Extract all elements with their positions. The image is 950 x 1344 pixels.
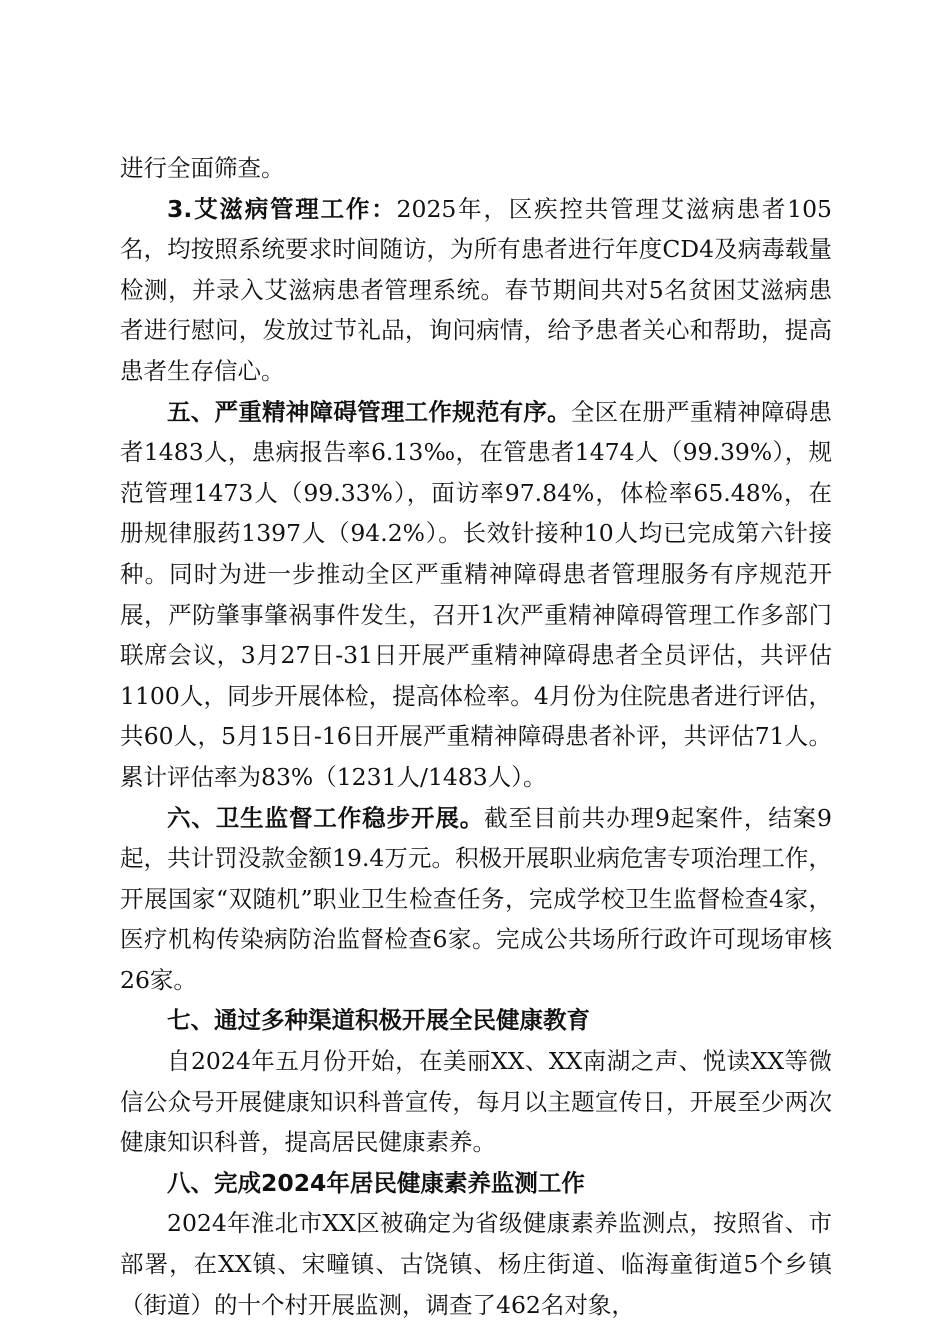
section-heading: 七、通过多种渠道积极开展全民健康教育: [167, 1006, 590, 1035]
paragraph-text: 2024年淮北市XX区被确定为省级健康素养监测点，按照省、市部署，在XX镇、宋疃镇、古饶镇、杨庄街道、临海童街道5个乡镇（街道）的十个村开展监测，调查了462名对象，: [120, 1209, 832, 1319]
document-body: [120, 148, 832, 1325]
paragraph-continuation: [120, 148, 832, 189]
paragraph-lead: 五、严重精神障碍管理工作规范有序。: [167, 397, 571, 426]
paragraph-lead: 3.艾滋病管理工作：: [167, 194, 397, 223]
paragraph-text: 全区在册严重精神障碍患者1483人，患病报告率6.13‰，在管患者1474人（99.39%），规范管理1473人（99.33%），面访率97.84%，体检率65.48%，在册规律服药1397人（94.2%）。长效针接种10人均已完成第六针接种。同时为进一步推动全区严重精神障碍患者管理服务有序规范开展，严防肇事肇祸事件发生，召开1次严重精神障碍管理工作多部门联席会议，3月27日-31日开展严重精神障碍患者全员评估，共评估1100人，同步开展体检，提高体检率。4月份为住院患者进行评估，共60人，5月15日-16日开展严重精神障碍患者补评，共评估71人。累计评估率为83%（1231人/1483人）。: [120, 397, 833, 791]
section-heading-literacy-monitoring: [120, 1163, 832, 1204]
paragraph-text: 进行全面筛查。: [120, 154, 285, 182]
paragraph-text: 自2024年五月份开始，在美丽XX、XX南湖之声、悦读XX等微信公众号开展健康知识科普宣传，每月以主题宣传日，开展至少两次健康知识科普，提高居民健康素养。: [120, 1047, 832, 1157]
section-heading-health-education: [120, 1000, 832, 1041]
section-heading: 八、完成2024年居民健康素养监测工作: [167, 1168, 585, 1197]
paragraph-health-supervision: [120, 798, 832, 1001]
paragraph-literacy-monitoring: [120, 1203, 832, 1325]
paragraph-aids-management: [120, 189, 832, 392]
paragraph-health-education: [120, 1041, 832, 1163]
paragraph-mental-disorder: [120, 392, 832, 798]
paragraph-text: 2025年，区疾控共管理艾滋病患者105名，均按照系统要求时间随访，为所有患者进行年度CD4及病毒载量检测，并录入艾滋病患者管理系统。春节期间共对5名贫困艾滋病患者进行慰问，发放过节礼品，询问病情，给予患者关心和帮助，提高患者生存信心。: [120, 194, 832, 385]
paragraph-text: 截至目前共办理9起案件，结案9起，共计罚没款金额19.4万元。积极开展职业病危害专项治理工作，开展国家“双随机”职业卫生检查任务，完成学校卫生监督检查4家，医疗机构传染病防治监督检查6家。完成公共场所行政许可现场审核26家。: [120, 803, 833, 994]
paragraph-lead: 六、卫生监督工作稳步开展。: [167, 803, 485, 832]
